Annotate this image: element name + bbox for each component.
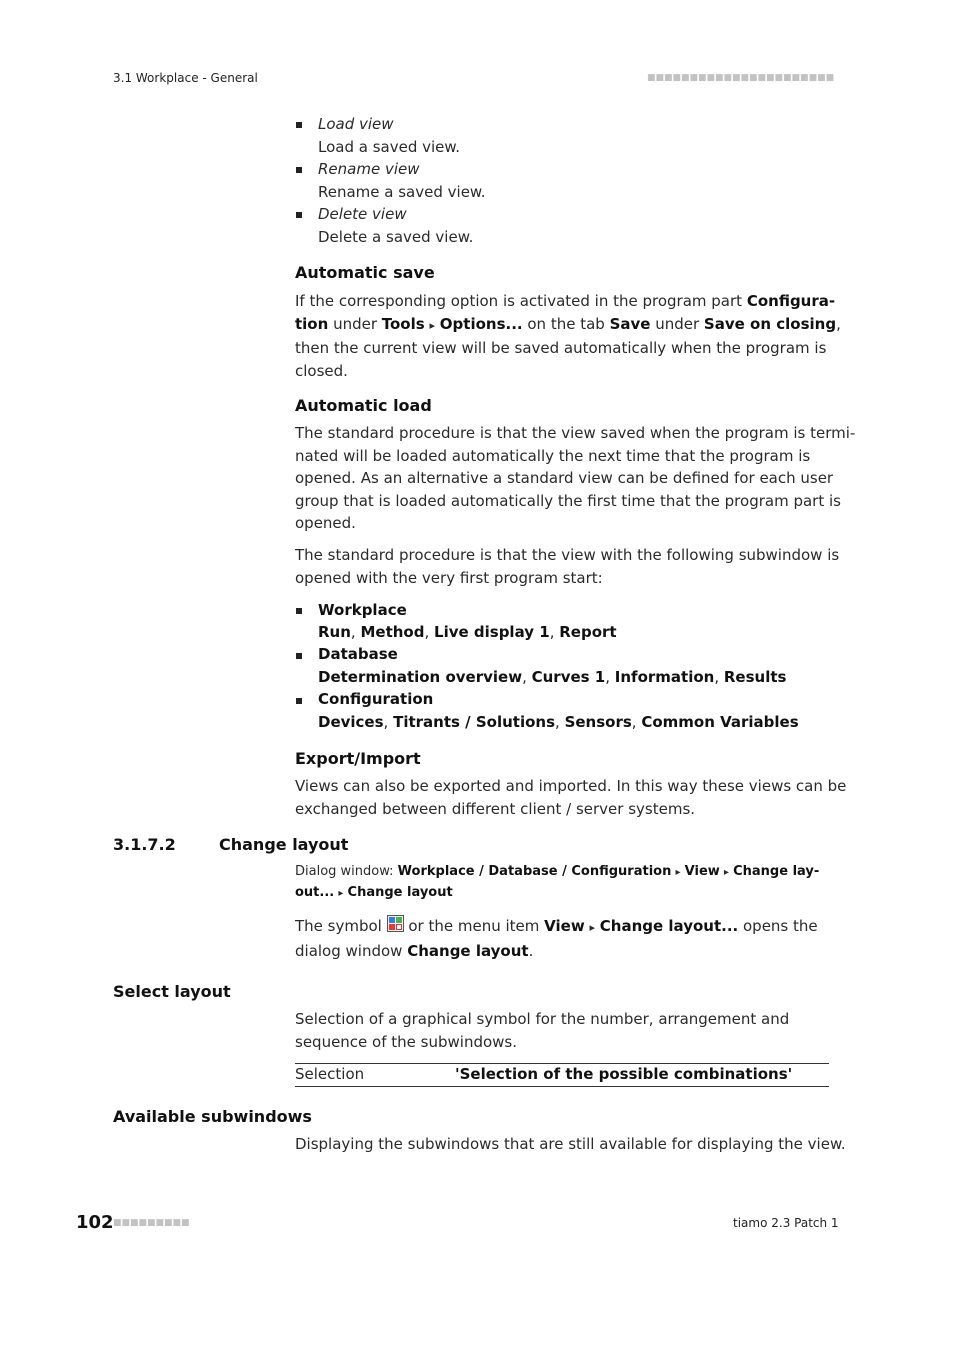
text-run: Save on closing <box>703 314 837 333</box>
text-run: Common Variables <box>641 713 799 731</box>
text-run: View <box>544 917 585 935</box>
part-configuration-subwindows <box>318 711 799 734</box>
text-run: Live display 1 <box>434 623 550 641</box>
text-run: Change layout <box>407 941 529 960</box>
text-run: Results <box>723 668 787 686</box>
arrow-icon: ▸ <box>429 318 435 332</box>
text-run: opens the <box>738 917 818 935</box>
bullet <box>296 212 302 218</box>
section-title: Change layout <box>219 835 349 854</box>
automatic-load-heading: Automatic load <box>295 396 432 415</box>
text-run: , <box>522 668 532 686</box>
text-run: Information <box>614 668 715 686</box>
part-workplace-subwindows <box>318 621 617 644</box>
load-view-desc: Load a saved view. <box>318 138 461 156</box>
text-line: group that is loaded automatically the first time that the program part is <box>295 491 841 510</box>
text-run: Change lay- <box>733 864 820 879</box>
part-database: Database <box>318 645 398 663</box>
text-run: Sensors <box>564 713 632 731</box>
dialog-path <box>295 862 819 904</box>
bullet <box>296 653 302 659</box>
selection-value: 'Selection of the possible combinations' <box>455 1065 793 1083</box>
section-number: 3.1.7.2 <box>113 835 176 854</box>
text-run: Options... <box>439 314 523 333</box>
text-run: If the corresponding option is activated in the program part <box>295 292 747 310</box>
change-layout-para <box>295 915 818 962</box>
text-line: Views can also be exported and imported. In this way these views can be <box>295 777 847 795</box>
arrow-icon: ▸ <box>338 888 344 899</box>
text-run: dialog window <box>295 941 408 960</box>
text-line: closed. <box>295 361 348 380</box>
text-run: under <box>650 314 704 333</box>
delete-view-label: Delete view <box>318 205 407 223</box>
load-view-label: Load view <box>318 115 394 133</box>
text-run: or the menu item <box>403 917 545 935</box>
text-line: then the current view will be saved automatically when the program is <box>295 339 827 357</box>
text-run: Dialog window: <box>295 864 398 879</box>
text-run: , <box>549 623 560 641</box>
export-import-para <box>295 775 846 820</box>
rename-view-desc: Rename a saved view. <box>318 183 486 201</box>
text-run: , <box>424 623 435 641</box>
text-run: Change layout <box>347 885 453 900</box>
table-bottom-rule <box>295 1086 829 1087</box>
text-run: The symbol <box>295 917 387 935</box>
bullet <box>296 167 302 173</box>
bullet <box>296 608 302 614</box>
text-line: The standard procedure is that the view with the following subwindow is <box>295 546 840 564</box>
text-run: tion <box>295 314 329 333</box>
text-run: Workplace / Database / Configuration <box>397 864 672 879</box>
part-workplace: Workplace <box>318 601 407 619</box>
export-import-heading: Export/Import <box>295 749 421 768</box>
text-line: opened with the very first program start: <box>295 568 603 587</box>
text-run: on the tab <box>522 314 610 333</box>
text-run: Method <box>360 623 425 641</box>
arrow-icon: ▸ <box>675 867 681 878</box>
text-run: Curves 1 <box>531 668 606 686</box>
text-run: Run <box>318 623 351 641</box>
part-database-subwindows <box>318 666 786 689</box>
arrow-icon: ▸ <box>723 867 729 878</box>
available-subwindows-para: Displaying the subwindows that are still available for displaying the view. <box>295 1135 846 1153</box>
text-run: Configura- <box>746 292 836 310</box>
text-run: . <box>528 941 534 960</box>
header-dots: ■■■■■■■■■■■■■■■■■■■■■■ <box>647 73 835 83</box>
text-run: Determination overview <box>318 668 523 686</box>
text-line: opened. As an alternative a standard view can be defined for each user <box>295 469 834 487</box>
automatic-save-heading: Automatic save <box>295 263 435 282</box>
automatic-load-para2 <box>295 544 839 589</box>
delete-view-desc: Delete a saved view. <box>318 228 474 246</box>
text-run: , <box>555 713 565 731</box>
text-line: The standard procedure is that the view saved when the program is termi- <box>295 424 856 442</box>
automatic-save-para <box>295 290 841 382</box>
select-layout-heading: Select layout <box>113 982 231 1001</box>
text-run: , <box>350 623 361 641</box>
text-run: Save <box>609 314 651 333</box>
text-run: Devices <box>318 713 384 731</box>
footer-dots: ■■■■■■■■■ <box>113 1218 190 1228</box>
page-number: 102 <box>76 1212 114 1233</box>
text-run: under <box>328 314 382 333</box>
part-configuration: Configuration <box>318 690 434 708</box>
text-run: Titrants / Solutions <box>393 713 556 731</box>
text-run: , <box>714 668 724 686</box>
text-run: Change layout... <box>599 917 739 935</box>
text-run: , <box>383 713 394 731</box>
text-run: , <box>836 314 841 333</box>
text-run: Report <box>559 623 617 641</box>
arrow-icon: ▸ <box>589 921 595 934</box>
text-run: out... <box>295 885 335 900</box>
text-run: , <box>605 668 615 686</box>
automatic-load-para1 <box>295 422 855 535</box>
available-subwindows-heading: Available subwindows <box>113 1107 312 1126</box>
text-run: Tools <box>381 314 425 333</box>
text-run: , <box>631 713 642 731</box>
text-line: Selection of a graphical symbol for the number, arrangement and <box>295 1010 790 1028</box>
text-run: View <box>684 864 720 879</box>
text-line: nated will be loaded automatically the next time that the program is <box>295 446 811 465</box>
bullet <box>296 122 302 128</box>
text-line: opened. <box>295 514 356 532</box>
text-line: sequence of the subwindows. <box>295 1032 517 1051</box>
text-line: exchanged between different client / server systems. <box>295 799 696 818</box>
running-header: 3.1 Workplace - General <box>113 71 258 85</box>
change-layout-icon <box>387 915 404 932</box>
product-name: tiamo 2.3 Patch 1 <box>733 1216 839 1230</box>
select-layout-para <box>295 1008 789 1053</box>
selection-label: Selection <box>295 1065 365 1083</box>
rename-view-label: Rename view <box>318 160 420 178</box>
bullet <box>296 698 302 704</box>
